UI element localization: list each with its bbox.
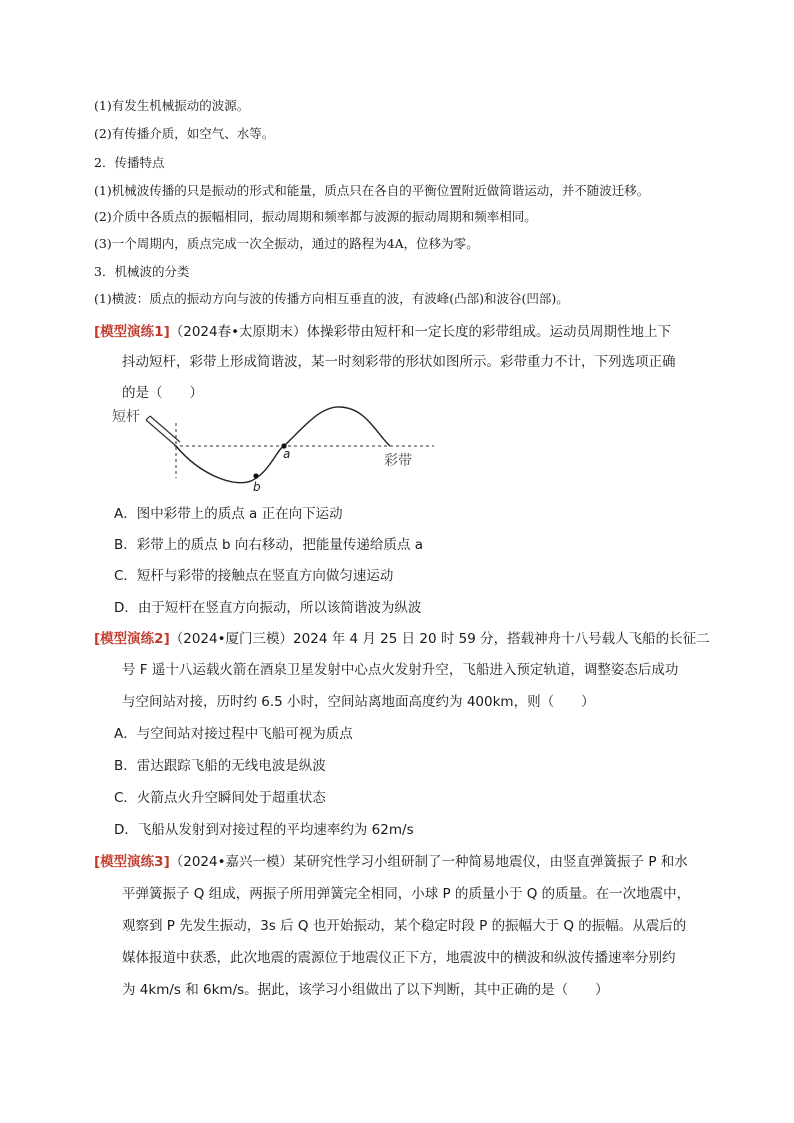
q3-line-1: （2024•嘉兴一模）某研究性学习小组研制了一种简易地震仪，由竖直弹簧振子 P 和水 [169, 854, 688, 870]
q2-option-b: B．雷达跟踪飞船的无线电波是纵波 [114, 758, 326, 774]
point-b-dot [253, 473, 258, 478]
intro-line-1: (1)有发生机械振动的波源。 [94, 98, 250, 113]
intro-heading-classification: 3．机械波的分类 [94, 264, 190, 279]
intro-line-6: (1)横波：质点的振动方向与波的传播方向相互垂直的波，有波峰(凸部)和波谷(凹部)。 [94, 291, 569, 306]
intro-line-4: (2)介质中各质点的振幅相同，振动周期和频率都与波源的振动周期和频率相同。 [94, 209, 537, 224]
q3-tag: [模型演练3] [94, 854, 170, 870]
intro-line-3: (1)机械波传播的只是振动的形式和能量，质点只在各自的平衡位置附近做简谐运动，并不随波迁移。 [94, 183, 650, 198]
intro-heading-propagation: 2．传播特点 [94, 155, 165, 170]
intro-line-5: (3)一个周期内，质点完成一次全振动，通过的路程为4A，位移为零。 [94, 236, 479, 251]
q2-line-1: （2024•厦门三模）2024 年 4 月 25 日 20 时 59 分，搭载神舟十八号载人飞船的长征二 [169, 631, 710, 647]
q3-line-5: 为 4km/s 和 6km/s。据此，该学习小组做出了以下判断，其中正确的是（ ） [122, 982, 609, 998]
q2-option-d: D．飞船从发射到对接过程的平均速率约为 62m/s [114, 822, 414, 838]
q1-option-c: C．短杆与彩带的接触点在竖直方向做匀速运动 [114, 568, 394, 584]
intro-line-2: (2)有传播介质，如空气、水等。 [94, 126, 275, 141]
q3-line-3: 观察到 P 先发生振动，3s 后 Q 也开始振动，某个稳定时段 P 的振幅大于 Q 的振幅。从震后的 [122, 918, 687, 934]
q3-line-4: 媒体报道中获悉，此次地震的震源位于地震仪正下方，地震波中的横波和纵波传播速率分别约 [122, 950, 676, 966]
wave-figure [108, 403, 448, 495]
q3-stem-line-1 [94, 850, 688, 870]
q1-stem-line-1 [94, 320, 671, 340]
point-a-label: a [283, 447, 291, 461]
point-b-label: b [253, 480, 261, 494]
q1-option-b: B．彩带上的质点 b 向右移动，把能量传递给质点 a [114, 537, 423, 553]
q1-line-2: 抖动短杆，彩带上形成简谐波，某一时刻彩带的形状如图所示。彩带重力不计，下列选项正确 [122, 354, 676, 370]
short-rod [146, 416, 180, 446]
q1-tag: [模型演练1] [94, 324, 170, 340]
q1-option-d: D．由于短杆在竖直方向振动，所以该简谐波为纵波 [114, 600, 422, 616]
q2-line-2: 号 F 遥十八运载火箭在酒泉卫星发射中心点火发射升空，飞船进入预定轨道，调整姿态后成功 [122, 662, 679, 678]
q2-tag: [模型演练2] [94, 631, 170, 647]
ribbon-label: 彩带 [384, 453, 412, 469]
q2-stem-line-1 [94, 627, 710, 647]
q1-line-1: （2024春•太原期末）体操彩带由短杆和一定长度的彩带组成。运动员周期性地上下 [169, 324, 672, 340]
q2-option-c: C．火箭点火升空瞬间处于超重状态 [114, 790, 326, 806]
rod-label: 短杆 [112, 409, 140, 425]
q1-option-a: A．图中彩带上的质点 a 正在向下运动 [114, 506, 343, 522]
q1-line-3: 的是（ ） [122, 385, 203, 401]
q2-option-a: A．与空间站对接过程中飞船可视为质点 [114, 726, 353, 742]
q3-line-2: 平弹簧振子 Q 组成，两振子所用弹簧完全相同，小球 P 的质量小于 Q 的质量。在一次地震中， [122, 886, 691, 902]
q2-line-3: 与空间站对接，历时约 6.5 小时，空间站离地面高度约为 400km，则（ ） [122, 694, 595, 710]
